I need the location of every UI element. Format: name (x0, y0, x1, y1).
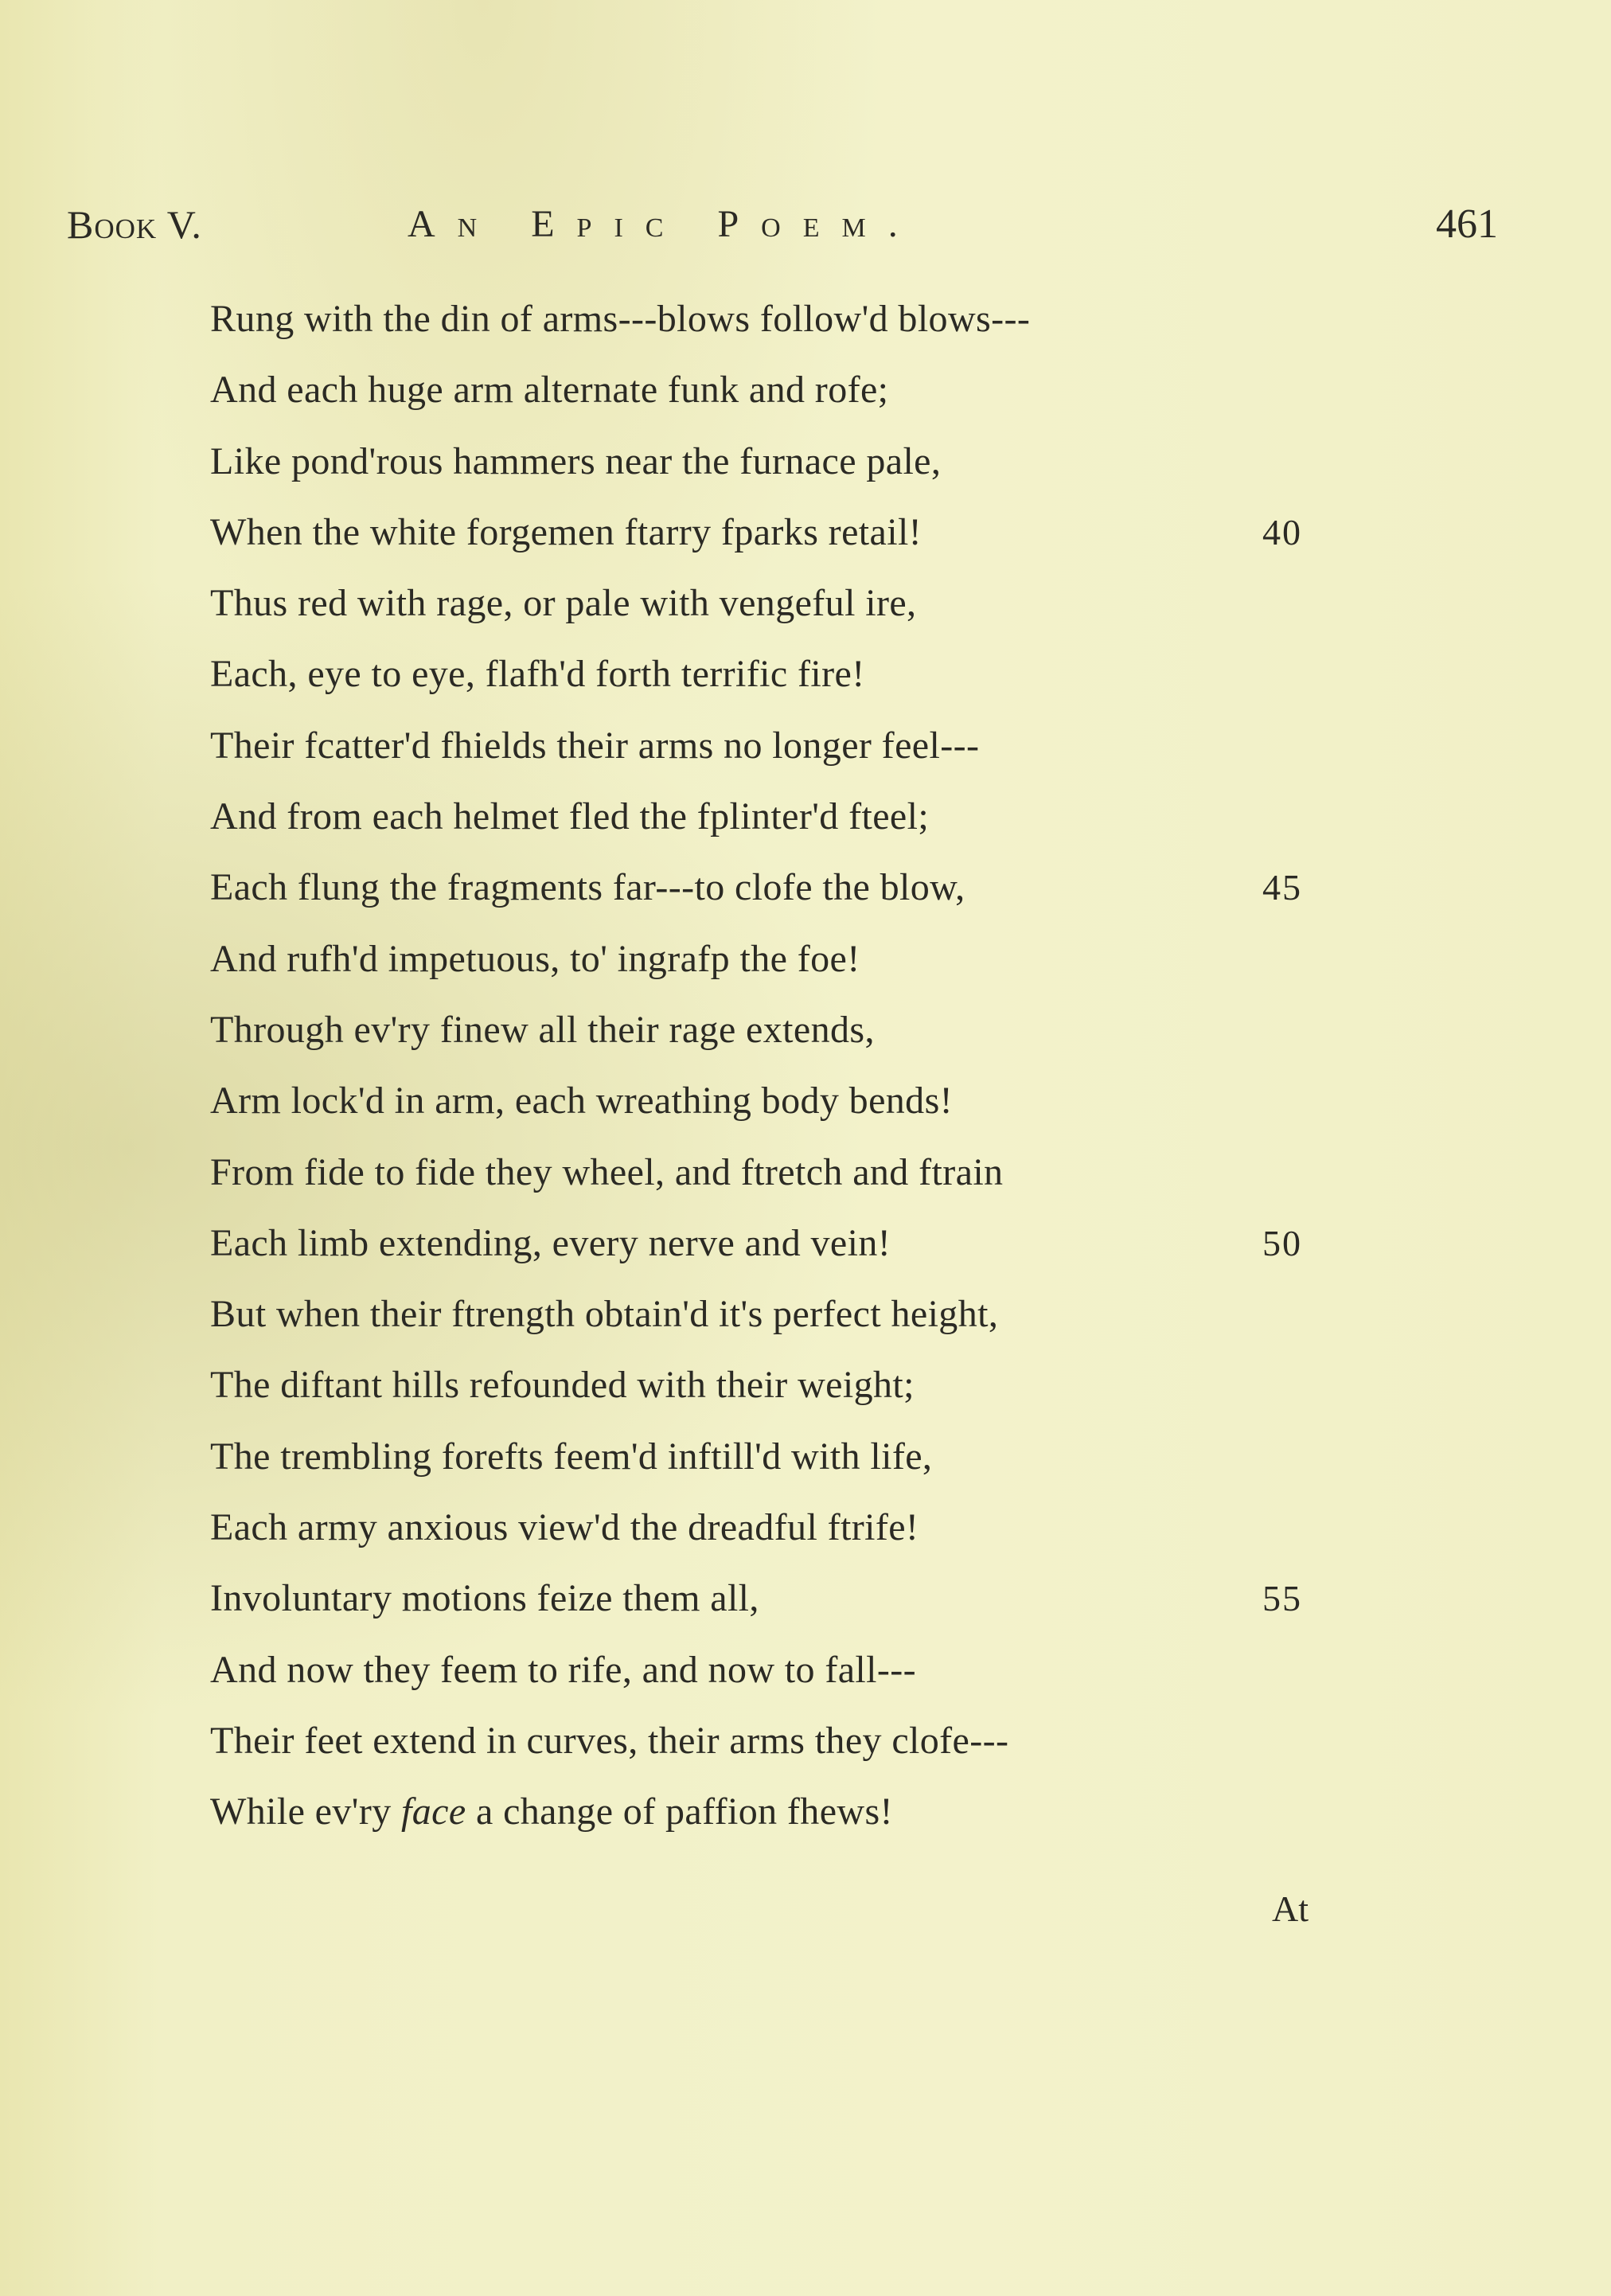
verse-line (210, 1349, 1404, 1420)
line-number: 45 (1262, 867, 1302, 908)
verse-text: And rufh'd impetuous, to' ingrafp the foe! (210, 937, 860, 980)
verse-line (210, 1208, 1404, 1279)
verse-text: From fide to fide they wheel, and ftretch and ftrain (210, 1150, 1004, 1193)
verse-text: Each army anxious view'd the dreadful ftrife! (210, 1506, 919, 1549)
page-number: 461 (1436, 201, 1498, 247)
verse-text: Arm lock'd in arm, each wreathing body bends! (210, 1080, 954, 1123)
verse-text: And now they feem to rife, and now to fall--- (210, 1648, 917, 1691)
running-title: An Epic Poem. (408, 203, 920, 245)
verse-text: When the white forgemen ftarry fparks retail! (210, 510, 923, 553)
verse-line (210, 568, 1404, 638)
verse-text: The trembling forefts feem'd inftill'd with life, (210, 1435, 933, 1478)
verse-line (210, 1705, 1404, 1776)
verse-line (210, 710, 1404, 781)
catchword: At (1272, 1888, 1309, 1929)
verse-text: Their feet extend in curves, their arms they clofe--- (210, 1719, 1009, 1762)
line-number: 55 (1262, 1578, 1302, 1619)
verse-line (210, 1421, 1404, 1492)
verse-line (210, 497, 1404, 568)
verse-text: And from each helmet fled the fplinter'd fteel; (210, 795, 930, 838)
verse-text: Thus red with rage, or pale with vengeful ire, (210, 582, 917, 625)
verse-text: And each huge arm alternate funk and rofe; (210, 369, 889, 412)
verse-text: Through ev'ry finew all their rage extends, (210, 1008, 875, 1051)
verse-text: Like pond'rous hammers near the furnace pale, (210, 439, 942, 482)
verse-text: But when their ftrength obtain'd it's perfect height, (210, 1293, 999, 1336)
running-head (67, 193, 1500, 256)
verse-line (210, 1776, 1404, 1847)
verse-line (210, 1634, 1404, 1705)
verse-text-after: a change of paffion fhews! (466, 1790, 893, 1833)
verse-line (210, 1137, 1404, 1208)
verse-line (210, 923, 1404, 994)
verse-text: Their fcatter'd fhields their arms no longer feel--- (210, 724, 980, 767)
verse-line (210, 781, 1404, 852)
italic-word: face (401, 1790, 466, 1833)
verse-text (210, 1790, 893, 1833)
verse-line (210, 638, 1404, 709)
verse-line (210, 1492, 1404, 1563)
verse-text: Involuntary motions feize them all, (210, 1577, 759, 1620)
verse-line (210, 354, 1404, 425)
verse-block (210, 283, 1404, 1848)
verse-line (210, 994, 1404, 1065)
line-number: 40 (1262, 511, 1302, 553)
verse-line (210, 283, 1404, 354)
verse-text: Each, eye to eye, flafh'd forth terrific fire! (210, 653, 865, 696)
verse-line (210, 852, 1404, 923)
verse-line (210, 1279, 1404, 1349)
verse-line (210, 426, 1404, 497)
book-label: Book V. (67, 202, 202, 247)
line-number: 50 (1262, 1222, 1302, 1263)
verse-text: The diftant hills refounded with their weight; (210, 1364, 915, 1407)
verse-line (210, 1065, 1404, 1136)
verse-text-before: While ev'ry (210, 1790, 402, 1833)
verse-text: Each flung the fragments far---to clofe the blow, (210, 866, 965, 909)
verse-text: Each limb extending, every nerve and vein! (210, 1221, 891, 1264)
verse-line (210, 1563, 1404, 1634)
verse-text: Rung with the din of arms---blows follow'd blows--- (210, 298, 1031, 340)
